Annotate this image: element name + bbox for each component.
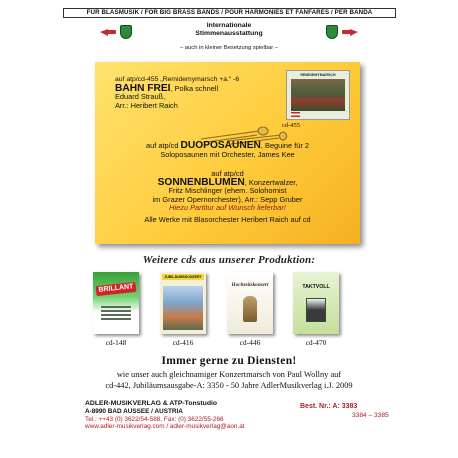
duoposaunen-block — [95, 142, 360, 159]
publisher-phone: Tel.: ++43 (0) 3622/54-588, Fax: (0) 3622/55-266 — [85, 415, 224, 423]
bahn-frei-composer: Eduard Strauß, — [115, 92, 166, 102]
sonn-composer: Fritz Mischlinger (ehem. Solohornist — [168, 186, 287, 196]
cd-470-label: cd-470 — [305, 338, 327, 347]
subtitle: – auch in kleiner Besetzung spielbar – — [180, 45, 278, 51]
cd-416-label: cd-416 — [172, 338, 194, 347]
austria-flag-icon — [291, 112, 300, 117]
eagle-emblem-icon — [326, 25, 338, 39]
immer-gerne-heading: Immer gerne zu Diensten! — [161, 355, 297, 367]
bahn-frei-title: BAHN FREI — [115, 82, 171, 94]
logo-line-2: Stimmenausstattung — [195, 29, 263, 37]
all-works-note: Alle Werke mit Blasorchester Heribert Raich auf cd — [144, 214, 311, 224]
cd-470-photo — [306, 298, 326, 322]
sonn-cd-line: auf atp/cd — [211, 169, 244, 178]
immer-line-2: cd-442, Jubiläumsausgabe-A: 3350 - 50 Jahre AdlerMusikverlag i.J. 2009 — [105, 380, 353, 390]
eagle-emblem-icon — [120, 25, 132, 39]
logo-line-1: Internationale — [206, 22, 252, 29]
featured-works-card — [95, 62, 360, 244]
sonn-composer-cont: im Grazer Opernorchester), Arr.: Sepp Gruber — [152, 194, 303, 204]
publisher-logo — [100, 22, 358, 44]
duoposaunen-title: DUOPOSAUNEN — [180, 140, 261, 151]
sonnenblumen-title: SONNENBLUMEN — [157, 176, 245, 188]
best-nr-range: 3384 – 3385 — [352, 412, 389, 419]
cd-cover-470 — [293, 272, 339, 334]
cd-455-cover-title: REMIDEMYMARSCH — [300, 73, 336, 77]
bahn-frei-block — [115, 76, 239, 110]
duo-description: Soloposaunen mit Orchester, James Kee — [160, 149, 295, 159]
right-wing-icon — [350, 29, 358, 36]
bahn-frei-cd-line: auf atp/cd-455 „Remidemymarsch +a.“ -6 — [115, 76, 240, 83]
cd-416-photo — [163, 286, 203, 330]
cd-148-label: cd-148 — [105, 338, 127, 347]
bahn-frei-arranger: Arr.: Heribert Raich — [115, 100, 178, 110]
cd-455-cover — [286, 70, 350, 120]
cd-148-cover-text: BRILLANT — [96, 282, 137, 296]
cd-416-cover-text: JUBILÄUMSKONZERT — [162, 274, 204, 280]
sonnenblumen-block — [95, 170, 360, 225]
publisher-city: A-8990 BAD AUSSEE / AUSTRIA — [85, 407, 183, 415]
cd-cover-446 — [227, 272, 273, 334]
cd-455-label: cd-455 — [282, 122, 301, 129]
publisher-web[interactable]: www.adler-musikverlag.com / adler-musikverlag@aon.at — [85, 423, 245, 431]
cover-text-lines — [101, 306, 131, 308]
best-nr: Best. Nr.: A: 3383 — [300, 403, 358, 410]
more-cds-heading: Weitere cds aus unserer Produktion: — [142, 254, 316, 266]
bahn-frei-genre: , Polka schnell — [170, 83, 219, 93]
publisher-contact — [85, 400, 245, 431]
immer-gerne-text — [0, 370, 458, 391]
cd-cover-148 — [93, 272, 139, 334]
immer-line-1: wie unser auch gleichnamiger Konzertmarsch von Paul Wollny auf — [116, 370, 342, 379]
cd-446-cover-text: Hochzeitskonzert — [231, 282, 269, 288]
top-banner: FÜR BLASMUSIK / FOR BIG BRASS BANDS / POUR HARMONIES ET FANFARES / PER BANDA — [63, 8, 396, 18]
logo-title — [136, 22, 322, 37]
sonn-genre: , Konzertwalzer, — [244, 177, 298, 187]
cd-cover-416 — [160, 272, 206, 334]
left-wing-bar-icon — [106, 30, 116, 34]
duo-cd-line: auf atp/cd — [146, 141, 181, 150]
order-number — [300, 402, 389, 420]
partitur-note: Hiezu Partitur auf Wunsch lieferbar! — [169, 203, 286, 213]
cd-446-label: cd-446 — [239, 338, 261, 347]
cd-470-cover-text: TAKTVOLL — [302, 284, 330, 290]
duo-genre: , Beguine für 2 — [260, 141, 309, 150]
orchestra-photo — [291, 79, 345, 111]
cd-446-photo — [243, 296, 257, 322]
publisher-name: ADLER-MUSIKVERLAG & ATP-Tonstudio — [85, 400, 218, 407]
